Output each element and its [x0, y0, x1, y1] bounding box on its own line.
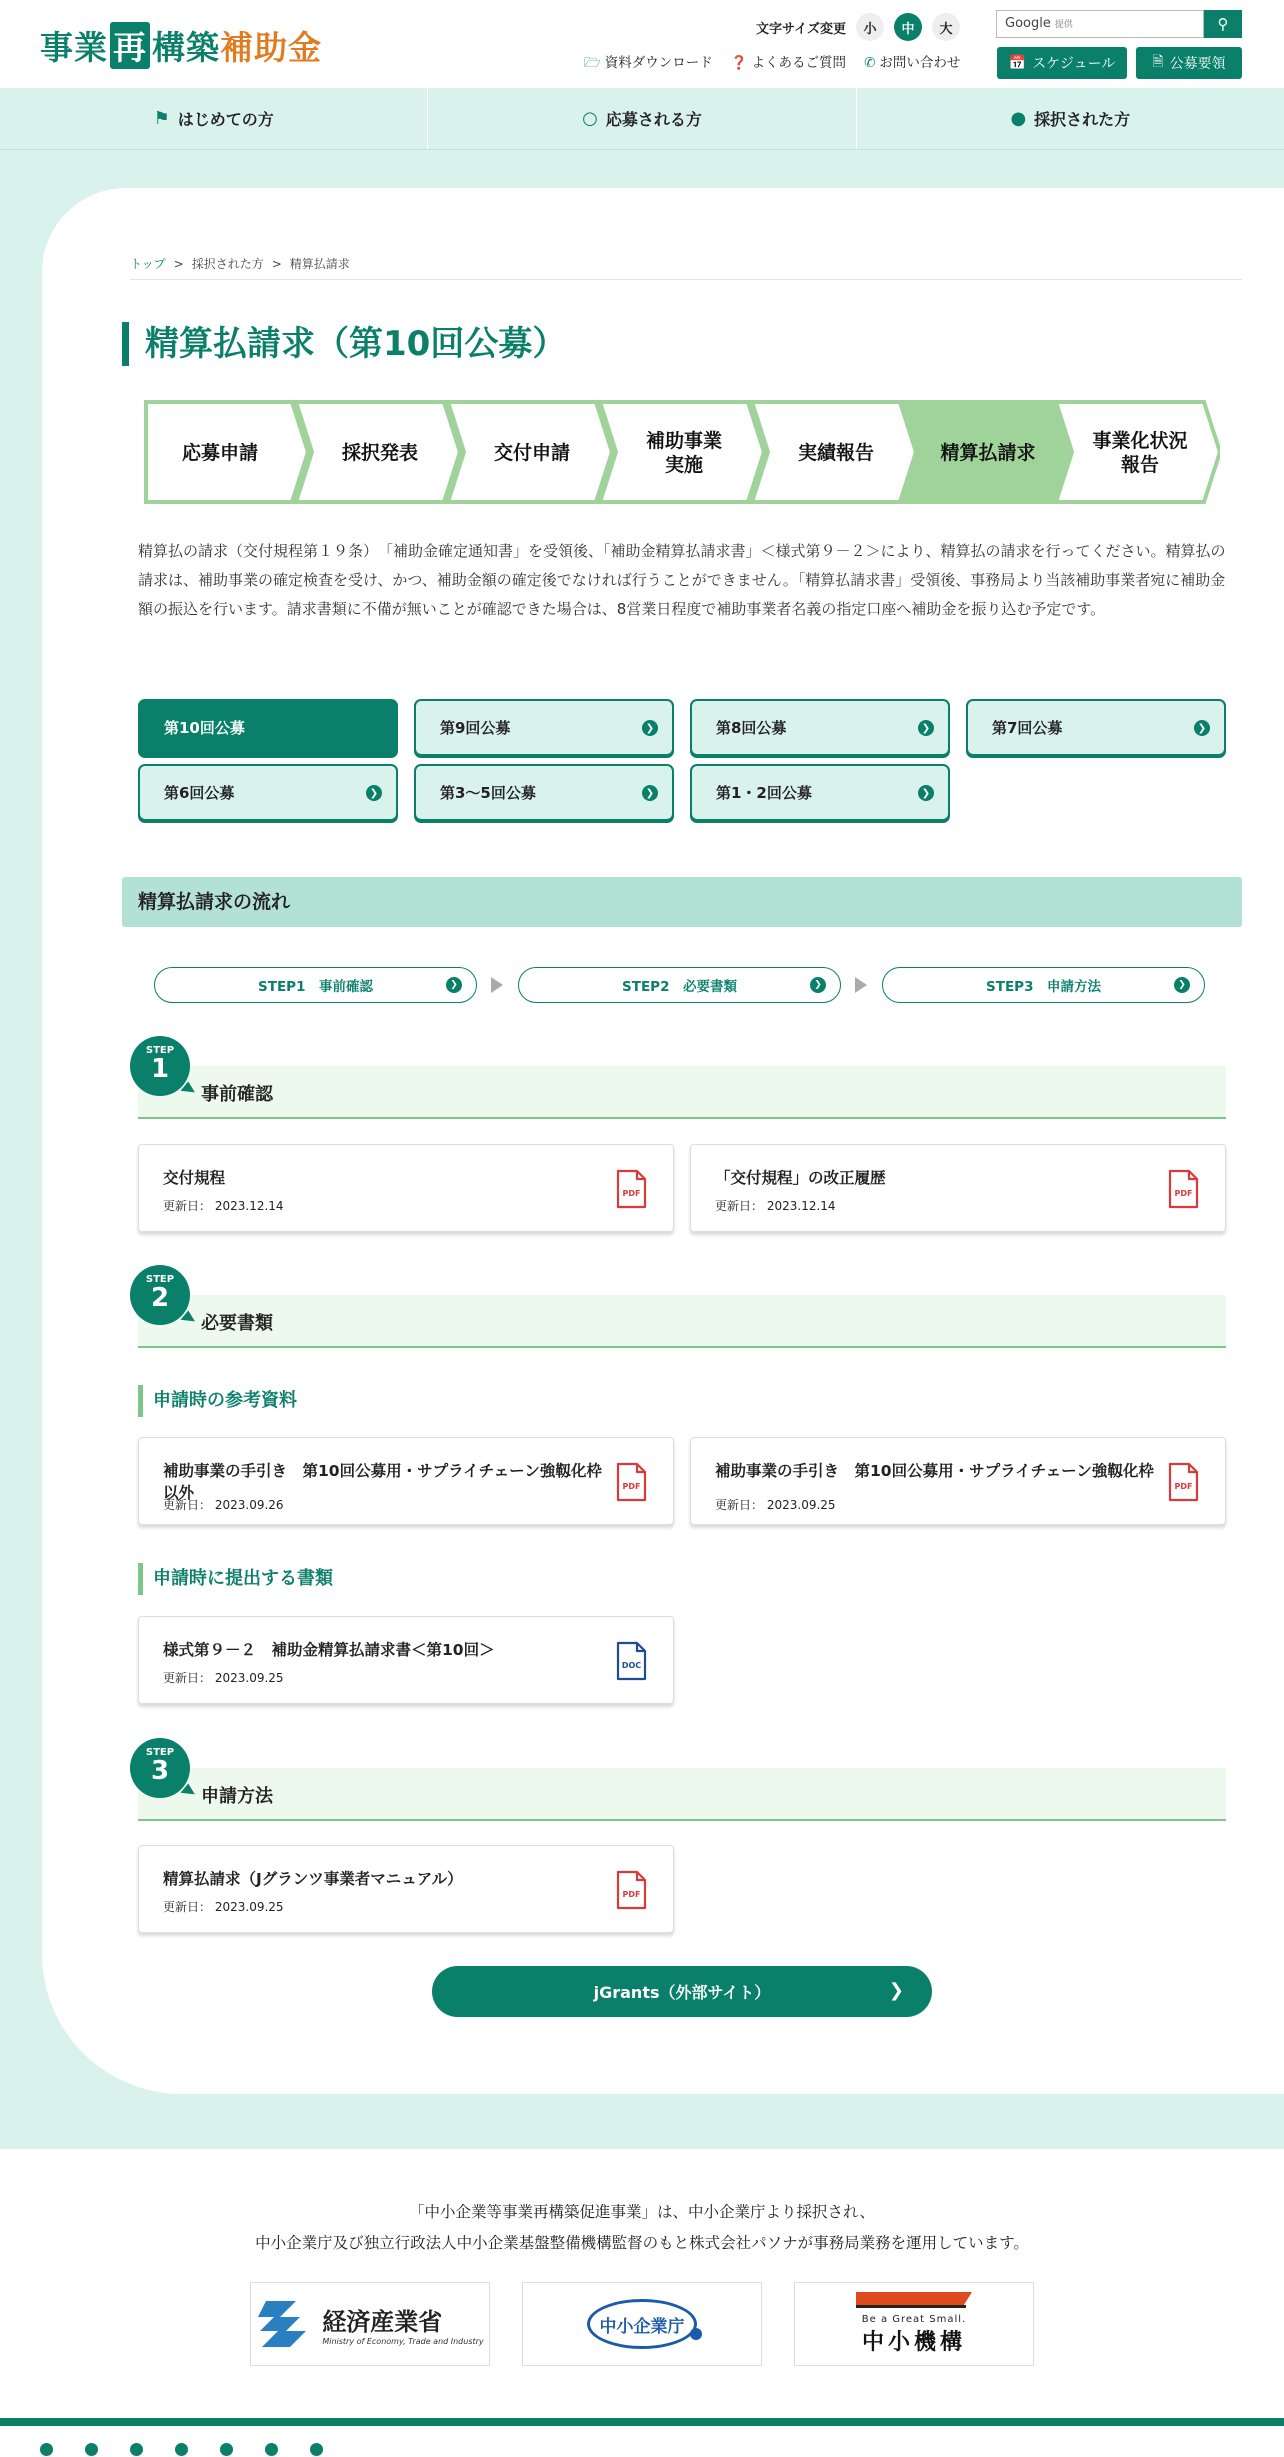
doc-card[interactable]: 「交付規程」の改正履歴 更新日： 2023.12.14 PDF — [690, 1144, 1226, 1232]
chevron-down-icon: ❯ — [446, 977, 462, 993]
font-size-label: 文字サイズ変更 — [756, 21, 846, 37]
pdf-icon — [615, 1169, 647, 1209]
svg-text:DOC: DOC — [621, 1661, 642, 1670]
breadcrumb: トップ > 採択された方 > 精算払請求 — [130, 257, 350, 271]
dot-icon — [690, 2328, 702, 2340]
flow-step-arrow — [600, 402, 764, 502]
step3-badge: STEP 3 — [130, 1738, 190, 1798]
meti-emblem-icon — [256, 2295, 316, 2353]
flow-step-arrow — [1056, 402, 1220, 502]
sme-agency-logo[interactable]: 中小企業庁 — [522, 2282, 762, 2366]
user-outline-icon: ○ — [582, 108, 598, 129]
flow-step-label: 実績報告 — [797, 442, 875, 464]
search-icon: ⚲ — [1217, 15, 1229, 33]
svg-text:PDF: PDF — [622, 1890, 641, 1899]
round-8-button[interactable]: 第8回公募 ❯ — [690, 699, 950, 756]
step1-heading: 事前確認 — [138, 1066, 1226, 1119]
step3-nav[interactable]: STEP3 申請方法 ❯ — [882, 967, 1205, 1003]
contact-link[interactable]: ✆ お問い合わせ — [864, 55, 961, 71]
download-link[interactable]: 🗁 資料ダウンロード — [584, 55, 713, 71]
chevron-down-icon: ❯ — [810, 977, 826, 993]
step2-heading: 必要書類 — [138, 1295, 1226, 1348]
font-size-small-button[interactable]: 小 — [856, 13, 884, 41]
flow-step-label: 精算払請求 — [940, 442, 1036, 464]
chevron-right-icon: ❯ — [642, 785, 658, 801]
doc-card[interactable]: 交付規程 更新日： 2023.12.14 PDF — [138, 1144, 674, 1232]
site-logo[interactable]: 事業 再 構築補助金 — [40, 22, 322, 69]
step1-badge: STEP 1 — [130, 1036, 190, 1096]
breadcrumb-top[interactable]: トップ — [130, 257, 166, 271]
pdf-icon — [615, 1462, 647, 1502]
doc-icon — [615, 1641, 647, 1681]
faq-link[interactable]: ❓ よくあるご質問 — [730, 55, 847, 71]
doc-card[interactable]: 様式第９－２ 補助金精算払請求書＜第10回＞ 更新日： 2023.09.25 DOC — [138, 1616, 674, 1704]
search-input[interactable]: Google 提供 — [996, 10, 1204, 38]
user-icon: ● — [1010, 108, 1027, 129]
pdf-icon — [1167, 1462, 1199, 1502]
svg-text:PDF: PDF — [1174, 1482, 1193, 1491]
submission-documents-heading: 申請時に提出する書類 — [138, 1563, 333, 1595]
round-10-button[interactable]: 第10回公募 — [138, 699, 398, 756]
breadcrumb-current: 精算払請求 — [289, 257, 350, 271]
document-icon: 🗎 — [1152, 54, 1164, 70]
round-1-2-button[interactable]: 第1・2回公募 ❯ — [690, 764, 950, 821]
search-button[interactable] — [1204, 10, 1242, 38]
nav-first-time[interactable]: ⚑ はじめての方 — [0, 88, 428, 149]
breadcrumb-adopted[interactable]: 採択された方 — [191, 257, 264, 271]
footer-text: 「中小企業等事業再構築促進事業」は、中小企業庁より採択され、 中小企業庁及び独立行政法人中小企業基盤整備機構監督のもと株式会社パソナが事務局業務を運用しています。 — [255, 2203, 1029, 2252]
footer-bar — [0, 2418, 1284, 2426]
step1-nav[interactable]: STEP1 事前確認 ❯ — [154, 967, 477, 1003]
flow-step-label: 補助事業 — [645, 430, 723, 452]
pdf-icon — [1167, 1169, 1199, 1209]
schedule-button[interactable]: 📅 スケジュール — [997, 47, 1127, 79]
flow-step-label: 採択発表 — [341, 442, 419, 464]
arrow-right-icon — [491, 977, 503, 993]
doc-card[interactable]: 精算払請求（Jグランツ事業者マニュアル） 更新日： 2023.09.25 PDF — [138, 1845, 674, 1933]
round-7-button[interactable]: 第7回公募 ❯ — [966, 699, 1226, 756]
chevron-right-icon: ❯ — [888, 1980, 904, 2001]
process-flow — [144, 400, 1220, 504]
flow-step-label: 実施 — [664, 454, 704, 476]
font-size-switcher — [756, 13, 960, 41]
intro-text: 精算払の請求（交付規程第１９条） 「補助金確定通知書」を受領後、「補助金精算払請求書」＜様式第９－２＞により、精算払の請求を行ってください。精算払の請求は、補助事業の確定検査を受け、かつ、補助金額の確定後でなければ行うことができません。「精算払請求書」受領後、事務局より当該補助事業者宛に補助金額の振込を行います。請求書類に不備が無いことが確認できた場合は、8営業日程度で補助事業者名義の指定口座へ補助金を振り込む予定です。 — [138, 542, 1226, 618]
arrow-right-icon — [855, 977, 867, 993]
smrj-stripe-icon — [856, 2292, 972, 2308]
chevron-right-icon: ❯ — [642, 720, 658, 736]
doc-card[interactable]: 補助事業の手引き 第10回公募用・サプライチェーン強靱化枠以外 更新日： 2023.09.26 PDF — [138, 1437, 674, 1525]
flow-step-label: 報告 — [1120, 454, 1160, 476]
reference-materials-heading: 申請時の参考資料 — [138, 1385, 297, 1417]
chevron-right-icon: ❯ — [1194, 720, 1210, 736]
svg-text:PDF: PDF — [1174, 1189, 1193, 1198]
flow-section-heading: 精算払請求の流れ — [122, 877, 1242, 927]
smrj-logo[interactable]: Be a Great Small. 中小機構 — [794, 2282, 1034, 2366]
nav-adopted[interactable]: ● 採択された方 — [1010, 108, 1131, 129]
round-3-5-button[interactable]: 第3〜5回公募 ❯ — [414, 764, 674, 821]
site-header — [0, 0, 1284, 88]
font-size-medium-button[interactable]: 中 — [894, 13, 922, 41]
flow-step-label: 事業化状況 — [1092, 430, 1188, 452]
jgrants-button[interactable]: jGrants（外部サイト） ❯ — [432, 1966, 932, 2017]
round-6-button[interactable]: 第6回公募 ❯ — [138, 764, 398, 821]
phone-icon: ✆ — [864, 55, 876, 71]
flow-step-label: 交付申請 — [493, 442, 571, 464]
step2-badge: STEP 2 — [130, 1265, 190, 1325]
svg-text:PDF: PDF — [622, 1482, 641, 1491]
flow-step-label: 応募申請 — [181, 442, 259, 464]
breadcrumb-divider — [130, 279, 1242, 280]
chevron-right-icon: ❯ — [918, 785, 934, 801]
folder-icon: 🗁 — [584, 55, 601, 71]
question-icon: ❓ — [730, 55, 748, 71]
chevron-right-icon: ❯ — [366, 785, 382, 801]
svg-text:PDF: PDF — [622, 1189, 641, 1198]
round-9-button[interactable]: 第9回公募 ❯ — [414, 699, 674, 756]
doc-card[interactable]: 補助事業の手引き 第10回公募用・サプライチェーン強靱化枠 更新日： 2023.09.25 PDF — [690, 1437, 1226, 1525]
font-size-large-button[interactable]: 大 — [932, 13, 960, 41]
beginner-icon: ⚑ — [153, 108, 170, 129]
nav-applicants[interactable]: ○ 応募される方 — [428, 88, 856, 149]
page-title: 精算払請求（第10回公募） — [122, 322, 566, 366]
step3-heading: 申請方法 — [138, 1768, 1226, 1821]
utility-links — [584, 51, 960, 76]
pdf-icon — [615, 1870, 647, 1910]
global-nav — [0, 88, 1284, 150]
guideline-button[interactable]: 🗎 公募要領 — [1136, 47, 1242, 79]
chevron-right-icon: ❯ — [918, 720, 934, 736]
meti-logo[interactable]: 経済産業省 Ministry of Economy, Trade and Industry — [250, 2282, 490, 2366]
calendar-icon: 📅 — [1008, 55, 1027, 71]
step2-nav[interactable]: STEP2 必要書類 ❯ — [518, 967, 841, 1003]
chevron-down-icon: ❯ — [1174, 977, 1190, 993]
